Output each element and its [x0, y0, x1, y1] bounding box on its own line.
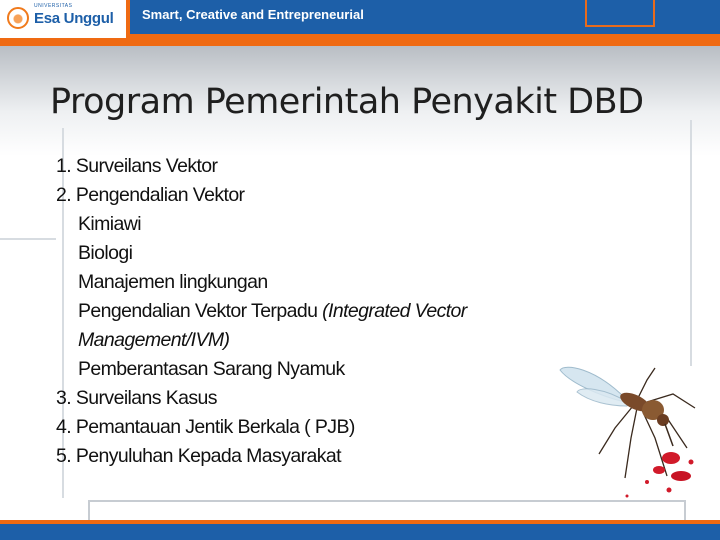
list-subitem: Pemberantasan Sarang Nyamuk	[78, 358, 345, 380]
tagline: Smart, Creative and Entrepreneurial	[142, 7, 364, 22]
list-subitem: Management/IVM)	[78, 329, 230, 351]
logo-emblem-icon	[7, 7, 29, 29]
list-subitem: Biologi	[78, 242, 133, 264]
mosquito-icon	[555, 358, 705, 508]
footer-bar	[0, 496, 720, 540]
university-logo	[0, 0, 126, 38]
logo-text: Esa Unggul	[34, 10, 114, 27]
list-item: 3. Surveilans Kasus	[56, 387, 217, 409]
content-list	[56, 152, 586, 471]
list-item: 2. Pengendalian Vektor	[56, 184, 245, 206]
decorative-panel-line	[0, 238, 56, 240]
slide-title: Program Pemerintah Penyakit DBD	[50, 82, 644, 122]
list-item: 5. Penyuluhan Kepada Masyarakat	[56, 445, 341, 467]
list-subitem-text: Pengendalian Vektor Terpadu	[78, 300, 318, 322]
footer-panel	[88, 500, 686, 522]
footer-blue-stripe	[0, 524, 720, 540]
tagline-bar	[130, 0, 720, 34]
list-subitem: Manajemen lingkungan	[78, 271, 268, 293]
list-subitem-italic: (Integrated Vector	[317, 300, 467, 322]
decorative-frame	[585, 0, 655, 27]
logo-subtext: UNIVERSITAS	[34, 3, 73, 9]
list-item: 1. Surveilans Vektor	[56, 155, 218, 177]
header-bar	[0, 0, 720, 46]
list-subitem: Kimiawi	[78, 213, 141, 235]
list-subitem	[56, 297, 586, 326]
list-item: 4. Pemantauan Jentik Berkala ( PJB)	[56, 416, 355, 438]
